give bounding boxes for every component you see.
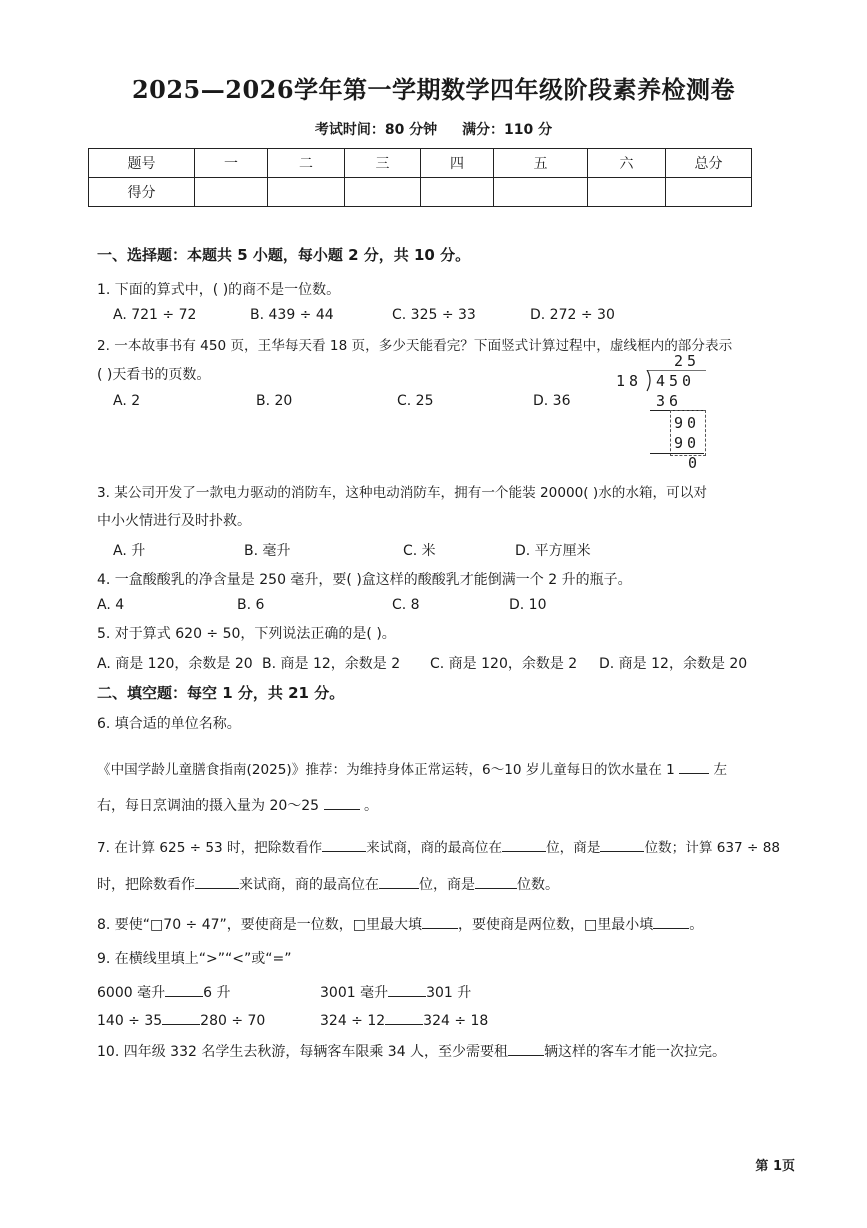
full-score: 满分：110 分	[462, 122, 553, 138]
q7-blank[interactable]	[195, 874, 239, 889]
q7-blank[interactable]	[379, 874, 419, 889]
score-input-cell[interactable]	[421, 178, 494, 207]
q7-text: 位数；计算 637 ÷ 88	[644, 840, 781, 856]
q7-blank[interactable]	[475, 874, 517, 889]
q7-line2	[97, 874, 559, 894]
q4-stem: 4. 一盒酸酸乳的净含量是 250 毫升，要( )盒这样的酸酸乳才能倒满一个 2 升的瓶子。	[97, 572, 632, 588]
q7-line1	[97, 836, 780, 856]
q6-answer-blank-1[interactable]	[679, 759, 709, 774]
score-table-cell: 题号	[89, 149, 195, 178]
q9-left: 3001 毫升	[320, 985, 389, 1001]
long-division-diagram	[616, 352, 706, 470]
q2-option-b[interactable]: B. 20	[256, 393, 293, 409]
q6-line1-text: 《中国学龄儿童膳食指南(2025)》推荐：为维持身体正常运转，6～10 岁儿童每日的饮水量在 1	[97, 762, 675, 778]
q4-option-d[interactable]: D. 10	[509, 597, 547, 613]
score-table-cell: 一	[195, 149, 268, 178]
q9-right: 324 ÷ 18	[423, 1013, 489, 1029]
q9-right: 301 升	[426, 985, 472, 1001]
q7-blank[interactable]	[600, 837, 644, 852]
division-remainder: 0	[688, 454, 698, 472]
score-table-header-row	[89, 149, 752, 178]
q2-option-a[interactable]: A. 2	[113, 393, 141, 409]
q9-left: 324 ÷ 12	[320, 1013, 386, 1029]
q10-line	[97, 1041, 726, 1061]
q8-blank[interactable]	[422, 914, 458, 929]
q3-stem-line1: 3. 某公司开发了一款电力驱动的消防车，这种电动消防车，拥有一个能装 20000( )水的水箱，可以对	[97, 485, 707, 501]
q2-stem-line2: ( )天看书的页数。	[97, 367, 211, 383]
q2-option-d[interactable]: D. 36	[533, 393, 571, 409]
q9-left: 140 ÷ 35	[97, 1013, 163, 1029]
q9-stem: 9. 在横线里填上“>”“<”或“=”	[97, 951, 292, 967]
q8-text: 。	[689, 917, 704, 933]
score-table-cell: 四	[421, 149, 494, 178]
q5-option-b[interactable]: B. 商是 12，余数是 2	[262, 656, 401, 672]
q9-item-2	[320, 982, 471, 1002]
q9-right: 280 ÷ 70	[200, 1013, 266, 1029]
division-step3: 90	[674, 434, 701, 452]
score-table-cell: 得分	[89, 178, 195, 207]
score-input-cell[interactable]	[195, 178, 268, 207]
q7-blank[interactable]	[502, 837, 546, 852]
q7-text: 位数。	[517, 877, 559, 893]
q6-line1-end: 左	[713, 762, 728, 778]
q9-item-1	[97, 982, 230, 1002]
page-title: 2025—2026学年第一学期数学四年级阶段素养检测卷	[131, 75, 736, 104]
q5-stem: 5. 对于算式 620 ÷ 50，下列说法正确的是( )。	[97, 626, 396, 642]
q8-text: ，要使商是两位数，□里最小填	[458, 917, 654, 933]
q2-option-c[interactable]: C. 25	[397, 393, 434, 409]
q9-left: 6000 毫升	[97, 985, 166, 1001]
division-step1: 36	[656, 392, 683, 410]
division-divisor: 18	[616, 372, 643, 390]
score-input-cell[interactable]	[345, 178, 421, 207]
q10-text: 辆这样的客车才能一次拉完。	[544, 1044, 727, 1060]
score-table	[88, 148, 752, 207]
q8-line	[97, 914, 703, 934]
q1-option-d[interactable]: D. 272 ÷ 30	[530, 307, 615, 323]
page-number: 第 1页	[755, 1159, 795, 1174]
q8-blank[interactable]	[653, 914, 689, 929]
q8-text: 8. 要使“□70 ÷ 47”，要使商是一位数，□里最大填	[97, 917, 423, 933]
q1-stem: 1. 下面的算式中，( )的商不是一位数。	[97, 282, 341, 298]
q4-option-c[interactable]: C. 8	[392, 597, 420, 613]
score-table-cell: 五	[494, 149, 588, 178]
score-table-cell: 总分	[666, 149, 752, 178]
q2-stem-line1: 2. 一本故事书有 450 页，王华每天看 18 页，多少天能看完？下面竖式计算过程中，虚线框内的部分表示	[97, 338, 733, 354]
exam-info	[0, 119, 867, 139]
section2-heading: 二、填空题：每空 1 分，共 21 分。	[97, 684, 345, 702]
q9-right: 6 升	[203, 985, 231, 1001]
q9-item-3	[97, 1010, 265, 1029]
q7-text: 位，商是	[546, 840, 601, 856]
q6-stem: 6. 填合适的单位名称。	[97, 716, 241, 732]
score-table-cell: 六	[588, 149, 666, 178]
score-table-cell: 三	[345, 149, 421, 178]
division-dividend: 450	[656, 372, 696, 390]
q4-option-a[interactable]: A. 4	[97, 597, 125, 613]
q6-line1	[97, 758, 727, 778]
score-table-cell: 二	[268, 149, 345, 178]
q9-blank[interactable]	[385, 1010, 423, 1025]
section1-heading: 一、选择题：本题共 5 小题，每小题 2 分，共 10 分。	[97, 246, 471, 264]
q6-line2	[97, 795, 378, 815]
score-input-cell[interactable]	[268, 178, 345, 207]
q7-text: 位，商是	[419, 877, 475, 893]
q6-answer-blank-2[interactable]	[324, 795, 360, 810]
q9-blank[interactable]	[388, 982, 426, 997]
q3-option-a[interactable]: A. 升	[113, 543, 146, 559]
division-step2: 90	[674, 414, 701, 432]
q6-line2-end: 。	[364, 798, 378, 814]
q3-stem-line2: 中小火情进行及时扑救。	[97, 513, 251, 529]
q5-option-d[interactable]: D. 商是 12，余数是 20	[599, 656, 748, 672]
q5-option-a[interactable]: A. 商是 120，余数是 20	[97, 656, 253, 672]
q9-blank[interactable]	[165, 982, 203, 997]
q7-text: 时，把除数看作	[97, 877, 195, 893]
q3-option-d[interactable]: D. 平方厘米	[515, 543, 591, 559]
q7-text: 7. 在计算 625 ÷ 53 时，把除数看作	[97, 840, 323, 856]
q3-option-b[interactable]: B. 毫升	[244, 543, 291, 559]
q1-option-a[interactable]: A. 721 ÷ 72	[113, 307, 197, 323]
q7-blank[interactable]	[322, 837, 366, 852]
score-input-cell[interactable]	[588, 178, 666, 207]
q10-text: 10. 四年级 332 名学生去秋游，每辆客车限乘 34 人，至少需要租	[97, 1044, 509, 1060]
q7-text: 来试商，商的最高位在	[239, 877, 379, 893]
score-input-cell[interactable]	[666, 178, 752, 207]
q9-blank[interactable]	[162, 1010, 200, 1025]
q3-option-c[interactable]: C. 米	[403, 543, 436, 559]
score-table-score-row	[89, 178, 752, 207]
q1-option-b[interactable]: B. 439 ÷ 44	[250, 307, 334, 323]
q5-option-c[interactable]: C. 商是 120，余数是 2	[430, 656, 578, 672]
q10-blank[interactable]	[508, 1041, 544, 1056]
q4-option-b[interactable]: B. 6	[237, 597, 265, 613]
q9-item-4	[320, 1010, 488, 1029]
q7-text: 来试商，商的最高位在	[366, 840, 503, 856]
score-input-cell[interactable]	[494, 178, 588, 207]
q1-option-c[interactable]: C. 325 ÷ 33	[392, 307, 476, 323]
division-quotient: 25	[674, 352, 701, 370]
exam-time: 考试时间：80 分钟	[314, 122, 438, 138]
q6-line2-text: 右，每日烹调油的摄入量为 20～25	[97, 798, 320, 814]
